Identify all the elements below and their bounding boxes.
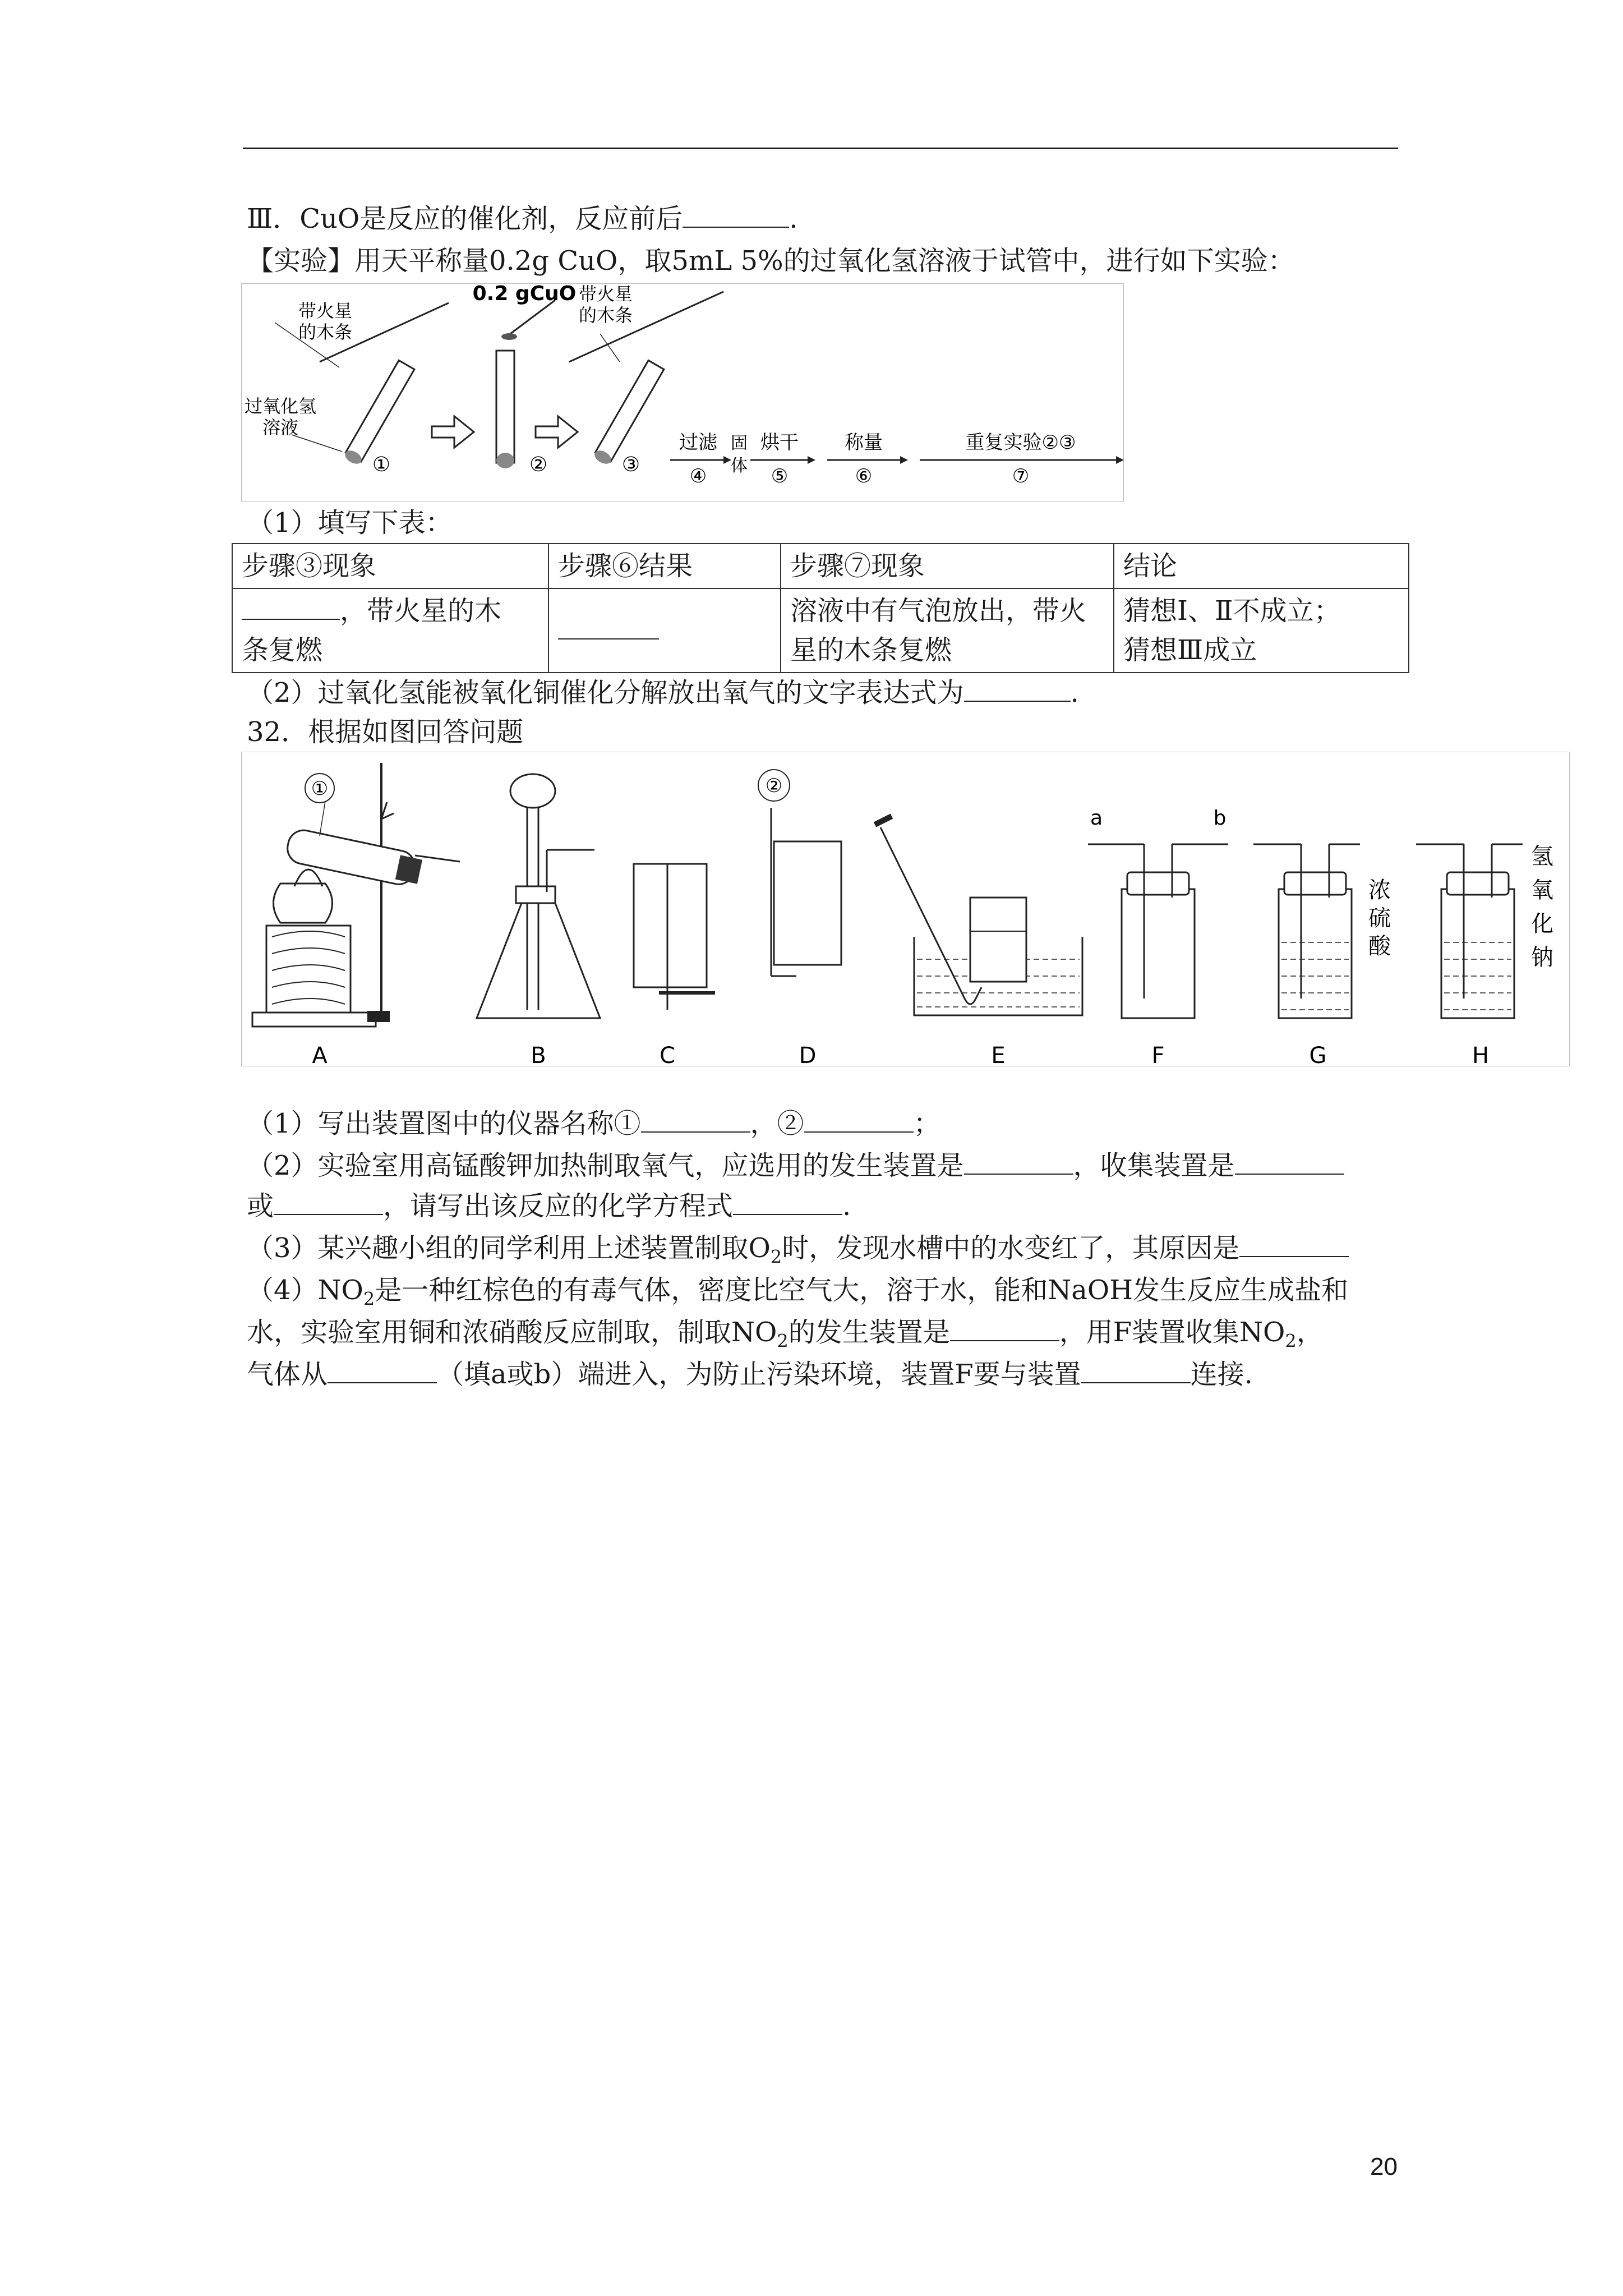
experiment-figure xyxy=(241,283,1124,502)
svg-text:重复实验②③: 重复实验②③ xyxy=(965,431,1076,454)
experiment-intro: 【实验】用天平称量0.2g CuO，取5mL 5%的过氧化氢溶液于试管中，进行如下实验： xyxy=(247,245,1295,277)
table-cell xyxy=(548,588,781,673)
h-label: 氢 xyxy=(1531,844,1553,869)
h2o2-label: 过氧化氢 xyxy=(244,395,317,417)
table-header: 步骤⑦现象 xyxy=(781,544,1114,588)
answer-blank[interactable] xyxy=(1235,1150,1344,1175)
label-d: D xyxy=(799,1043,817,1069)
table-header: 步骤③现象 xyxy=(232,544,548,588)
table-cell: 猜想Ⅰ、Ⅱ不成立； 猜想Ⅲ成立 xyxy=(1114,588,1409,673)
port-b: b xyxy=(1213,807,1227,830)
item-iii-end: . xyxy=(789,203,798,234)
g-label: 浓 xyxy=(1368,877,1391,903)
tube-number-1: ① xyxy=(372,453,391,476)
answer-blank[interactable] xyxy=(1081,1359,1191,1383)
apparatus-figure xyxy=(241,752,1570,1074)
answer-blank[interactable] xyxy=(964,677,1071,702)
svg-text:⑥: ⑥ xyxy=(855,465,873,487)
header-rule xyxy=(243,148,1398,149)
tube-number-3: ③ xyxy=(621,453,640,476)
q32-part-4-line1: $(4)NO_2$是一种红棕色的有毒气体，密度比空气大，溶于水，能和NaOH发生反应生成盐和 xyxy=(247,1274,1349,1310)
q32-part-3: （3）某兴趣小组的同学利用上述装置制取$O_2$时，发现水槽中的水变红了，其原因是 xyxy=(247,1231,1349,1274)
solid-label-1: 固 xyxy=(731,434,748,453)
apparatus-h xyxy=(1416,844,1523,1018)
cuo-label: 0.2 gCuO xyxy=(472,283,577,305)
table-header-row xyxy=(232,544,1409,588)
label-c: C xyxy=(660,1043,675,1069)
q32-part-4-line2: 水，实验室用铜和浓硝酸反应制取，制取$NO_2$的发生装置是 ，用F装置收集$NO_2$， xyxy=(247,1317,1324,1352)
splint-label-2b: 的木条 xyxy=(578,305,633,326)
answer-blank[interactable] xyxy=(242,595,340,620)
port-a: a xyxy=(1090,807,1103,830)
apparatus-b xyxy=(477,774,600,1018)
table-row xyxy=(232,588,1409,673)
svg-text:⑤: ⑤ xyxy=(771,465,789,487)
answer-blank[interactable] xyxy=(328,1359,437,1383)
marker-1: ① xyxy=(311,777,329,800)
apparatus-d xyxy=(758,770,841,976)
table-header: 步骤⑥结果 xyxy=(548,544,781,588)
q32-part-2a: （2）实验室用高锰酸钾加热制取氧气，应选用的发生装置是 ，收集装置是 xyxy=(247,1149,1344,1182)
label-h: H xyxy=(1472,1043,1490,1069)
answer-blank[interactable] xyxy=(804,1108,914,1133)
question-32-title: 32．根据如图回答问题 xyxy=(247,716,524,748)
sub-question-1: （1）填写下表： xyxy=(247,507,453,539)
h-label: 钠 xyxy=(1531,945,1553,970)
step-filter xyxy=(670,431,731,487)
answer-blank[interactable] xyxy=(641,1108,750,1133)
table-header: 结论 xyxy=(1114,544,1409,588)
step-weigh xyxy=(827,431,908,487)
answer-blank[interactable] xyxy=(274,1190,383,1215)
solid-label-2: 体 xyxy=(731,456,748,476)
svg-text:过滤: 过滤 xyxy=(679,431,717,454)
label-g: G xyxy=(1309,1043,1327,1069)
answer-blank[interactable] xyxy=(733,1190,842,1215)
answer-blank[interactable] xyxy=(950,1317,1059,1341)
q32-part-4-line3: 气体从 （填a或b）端进入，为防止污染环境，装置F要与装置 连接. xyxy=(247,1359,1253,1390)
svg-text:⑦: ⑦ xyxy=(1012,465,1030,487)
table-cell: 溶液中有气泡放出，带火 星的木条复燃 xyxy=(781,588,1114,673)
apparatus-g xyxy=(1253,844,1360,1018)
label-f: F xyxy=(1151,1043,1165,1069)
apparatus-a xyxy=(252,763,460,1027)
step-dry xyxy=(750,431,815,487)
answer-blank[interactable] xyxy=(683,203,789,228)
step-repeat xyxy=(920,431,1124,487)
test-tube-2 xyxy=(496,300,555,468)
label-b: B xyxy=(531,1043,546,1069)
tube-number-2: ② xyxy=(529,453,548,476)
answer-blank[interactable] xyxy=(558,615,659,639)
label-a: A xyxy=(312,1043,328,1069)
page-number: 20 xyxy=(1370,2153,1398,2180)
apparatus-f xyxy=(1088,844,1228,1018)
h-label: 化 xyxy=(1531,911,1553,937)
table-cell: ，带火星的木 条复燃 xyxy=(232,588,548,673)
h-label: 氧 xyxy=(1531,877,1553,903)
q32-part-1: （1）写出装置图中的仪器名称① ，② ； xyxy=(247,1108,940,1139)
item-iii-text: Ⅲ．CuO是反应的催化剂，反应前后 xyxy=(247,203,683,234)
apparatus-c xyxy=(634,864,715,1010)
sub-question-2: （2）过氧化氢能被氧化铜催化分解放出氧气的文字表达式为 . xyxy=(247,677,1079,708)
g-label: 酸 xyxy=(1368,933,1391,959)
observation-table xyxy=(232,543,1409,673)
h2o2-label-b: 溶液 xyxy=(262,417,299,438)
splint-label-1: 带火星 xyxy=(298,300,353,321)
q32-part-2b: 或 ，请写出该反应的化学方程式 . xyxy=(247,1190,851,1222)
arrow-icon xyxy=(432,416,474,448)
splint-label-2: 带火星 xyxy=(578,283,633,305)
apparatus-e xyxy=(875,816,1082,1015)
item-iii xyxy=(247,202,798,236)
answer-blank[interactable] xyxy=(964,1150,1073,1175)
splint-label-1b: 的木条 xyxy=(298,321,353,343)
svg-text:称量: 称量 xyxy=(845,431,883,454)
svg-text:④: ④ xyxy=(689,465,707,487)
answer-blank[interactable] xyxy=(1239,1232,1349,1257)
arrow-icon xyxy=(536,416,578,448)
marker-2: ② xyxy=(765,775,783,797)
svg-text:烘干: 烘干 xyxy=(760,431,799,454)
g-label: 硫 xyxy=(1368,905,1391,931)
label-e: E xyxy=(991,1043,1006,1069)
